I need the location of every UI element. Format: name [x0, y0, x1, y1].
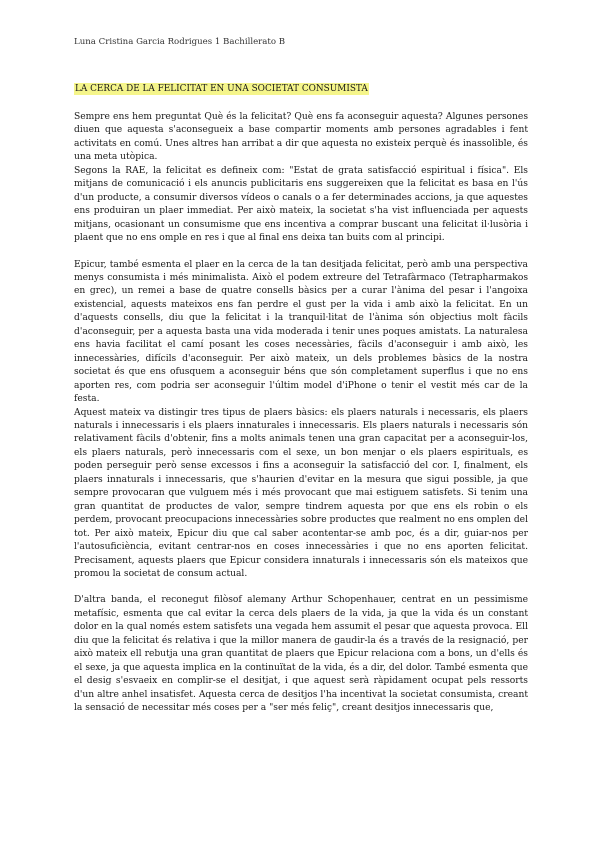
- document-title: LA CERCA DE LA FELICITAT EN UNA SOCIETAT CONSUMISTA: [75, 84, 368, 94]
- paragraph-pleasure-types: Aquest mateix va distingir tres tipus de plaers bàsics: els plaers naturals i necessaris, els plaers naturals i innecessaris i els plaers innaturales i innecessaris. Els plaers naturals i necessaris són relativament fàcils d'obtenir, fins a molts animals tenen una gran capacitat per a aconseguir-los, els plaers naturals, però innecessaris com el sexe, un bon menjar o els plaers espirituals, es poden perseguir però sense excessos i fins a aconseguir la satisfacció del cor. I, finalment, els plaers innaturals i innecessaris, que s'haurien d'evitar en la mesura que sigui possible, ja que sempre provocaran que vulguem més i més provocant que mai estiguem satisfets. Si tenim una gran quantitat de productes de valor, sempre tindrem aquesta por que ens els robin o els perdem, provocant preocupacions innecessàries sobre productes que realment no ens omplen del tot. Per això mateix, Epicur diu que cal saber acontentar-se amb poc, és a dir, guiar-nos per l'autosuficiència, evitant centrar-nos en coses innecessàries i que no ens aporten felicitat. Precisament, aquests plaers que Epicur considera innaturals i innecessaris són els mateixos que promou la societat de consum actual.: [74, 407, 528, 579]
- paragraph-rae-definition: Segons la RAE, la felicitat es defineix com: "Estat de grata satisfacció espiritual i física". Els mitjans de comunicació i els anuncis publicitaris ens suggereixen que la felicitat es basa en l'ús d'un producte, a consumir diversos vídeos o canals o a fer determinades accions, ja que aquestes ens produiran un plaer immediat. Per això mateix, la societat s'ha vist influenciada per aquests mitjans, ocasionant un consumisme que ens incentiva a comprar buscant una felicitat il·lusòria i plaent que no ens omple en res i que al final ens deixa tan buits com al principi.: [74, 165, 528, 244]
- paragraph-schopenhauer: D'altra banda, el reconegut filòsof alemany Arthur Schopenhauer, centrat en un pessimisme metafísic, esmenta que cal evitar la cerca dels plaers de la vida, ja que la vida és un constant dolor en la qual només estem satisfets una vegada hem assumit el pesar que aquesta provoca. Ell diu que la felicitat és relativa i que la millor manera de gaudir-la és a través de la resignació, per això mateix ell rebutja una gran quantitat de plaers que Epicur relaciona com a bons, un d'ells és el sexe, ja que aquesta implica en la continuïtat de la vida, és a dir, del dolor. També esmenta que el desig s'esvaeix en complir-se el desitjat, i que aquest serà ràpidament ocupat pels ressorts d'un altre anhel insatisfet. Aquesta cerca de desitjos l'ha incentivat la societat consumista, creant la sensació de necessitar més coses per a "ser més feliç", creant desitjos innecessaris que,: [74, 595, 528, 714]
- page-header: Luna Cristina Garcia Rodrigues 1 Bachillerato B: [74, 37, 286, 47]
- paragraph-gap: [74, 581, 528, 594]
- paragraph-intro: Sempre ens hem preguntat Què és la felicitat? Què ens fa aconseguir aquesta? Algunes persones diuen que aquesta s'aconsegueix a base compartir moments amb persones agradables i fent activitats en comú. Unes altres han arribat a dir que aquesta no existeix perquè és inassolible, és una meta utòpica.: [74, 112, 528, 163]
- paragraph-epicur: Epicur, també esmenta el plaer en la cerca de la tan desitjada felicitat, però amb una perspectiva menys consumista i més minimalista. Això el podem extreure del Tetrafàrmaco (Tetrapharmakos en grec), un remei a base de quatre consells bàsics per a curar l'ànima del pesar i l'angoixa existencial, aquests mateixos ens fan perdre el gust per la vida i amb això la felicitat. En un d'aquests consells, diu que la felicitat i la tranquil·litat de l'ànima són objectius molt fàcils d'aconseguir, per a aquesta basta una vida moderada i tenir unes poques amistats. La naturalesa ens havia facilitat el camí posant les coses necessàries, fàcils d'aconseguir i amb això, les innecessàries, difícils d'aconseguir. Per això mateix, un dels problemes bàsics de la nostra societat és que ens ofusquem a aconseguir béns que són completament superflus i que no ens aporten res, com podria ser aconseguir l'últim model d'iPhone o tenir el vestit més car de la festa.: [74, 259, 528, 405]
- paragraph-gap: [74, 246, 528, 259]
